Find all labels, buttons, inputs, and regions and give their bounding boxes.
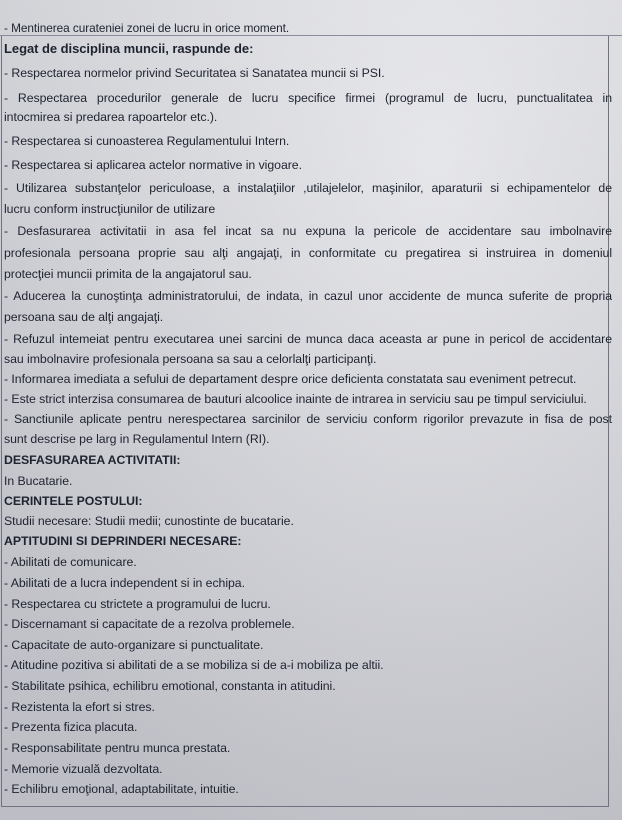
list-item: - Stabilitate psihica, echilibru emotional, constanta in atitudini. <box>4 679 336 693</box>
text-line: - Respectarea si aplicarea actelor normative in vigoare. <box>4 158 302 172</box>
text-line: - Mentinerea curateniei zonei de lucru in orice moment. <box>4 21 290 35</box>
text-line: - Respectarea procedurilor generale de lucru specifice firmei (programul de lucru, punctualitatea in <box>4 91 612 105</box>
text-line: - Utilizarea substanţelor periculoase, a instalaţiilor ,utilajelelor, maşinilor, aparaturii si echipamentelor de <box>4 181 612 195</box>
text-line: - Aducerea la cunoştinţa administratorului, de indata, in cazul unor accidente de munca suferite de propria <box>4 289 612 303</box>
text-line: - Informarea imediata a sefului de departament despre orice deficienta constatata sau eveniment petrecut. <box>4 372 577 386</box>
list-item: - Abilitati de a lucra independent si in echipa. <box>4 576 245 590</box>
text-line: sunt descrise pe larg in Regulamentul Intern (RI). <box>4 432 270 446</box>
list-item: - Atitudine pozitiva si abilitati de a se mobiliza si de a-i mobiliza pe altii. <box>4 658 384 672</box>
list-item: - Discernamant si capacitate de a rezolva problemele. <box>4 617 295 631</box>
text-line: protecţiei muncii primita de la angajatorul sau. <box>4 267 252 281</box>
text-line: Studii necesare: Studii medii; cunostinte de bucatarie. <box>4 514 294 528</box>
text-line: - Respectarea si cunoasterea Regulamentului Intern. <box>4 134 290 148</box>
section-heading: Legat de disciplina muncii, raspunde de: <box>4 41 254 56</box>
text-line: profesionala persoana proprie sau alţi angajaţi, in conformitate cu pregatirea si instruirea in domeniul <box>4 246 612 260</box>
section-heading: DESFASURAREA ACTIVITATII: <box>4 453 181 467</box>
list-item: - Memorie vizuală dezvoltata. <box>4 762 163 776</box>
text-line: In Bucatarie. <box>4 474 73 488</box>
list-item: - Rezistenta la efort si stres. <box>4 700 155 714</box>
text-line: - Sanctiunile aplicate pentru nerespectarea sarcinilor de serviciu conform rigorilor prevazute in fisa de post <box>4 412 612 426</box>
text-line: - Desfasurarea activitatii in asa fel incat sa nu expuna la pericole de accidentare sau imbolnavire <box>4 224 612 238</box>
text-line: persoana sau de alţi angajaţi. <box>4 310 164 324</box>
text-line: sau imbolnavire profesionala persoana sa sau a celorlalţi participanţi. <box>4 352 377 366</box>
text-line: intocmirea si predarea rapoartelor etc.). <box>4 110 218 124</box>
text-line: lucru conform instrucţiunilor de utilizare <box>4 202 216 216</box>
list-item: - Responsabilitate pentru munca prestata. <box>4 741 231 755</box>
list-item: - Capacitate de auto-organizare si punctualitate. <box>4 638 264 652</box>
text-line: - Este strict interzisa consumarea de bauturi alcoolice inainte de intrarea in serviciu sau pe timpul serviciului. <box>4 392 587 406</box>
text-line: - Refuzul intemeiat pentru executarea unei sarcini de munca daca aceasta ar pune in pericol de accidentare <box>4 332 612 346</box>
section-heading: CERINTELE POSTULUI: <box>4 494 143 508</box>
list-item: - Echilibru emoţional, adaptabilitate, intuitie. <box>4 782 239 796</box>
list-item: - Prezenta fizica placuta. <box>4 720 138 734</box>
list-item: - Abilitati de comunicare. <box>4 555 137 569</box>
list-item: - Respectarea cu strictete a programului de lucru. <box>4 597 271 611</box>
text-line: - Respectarea normelor privind Securitatea si Sanatatea muncii si PSI. <box>4 66 385 80</box>
section-heading: APTITUDINI SI DEPRINDERI NECESARE: <box>4 534 242 548</box>
